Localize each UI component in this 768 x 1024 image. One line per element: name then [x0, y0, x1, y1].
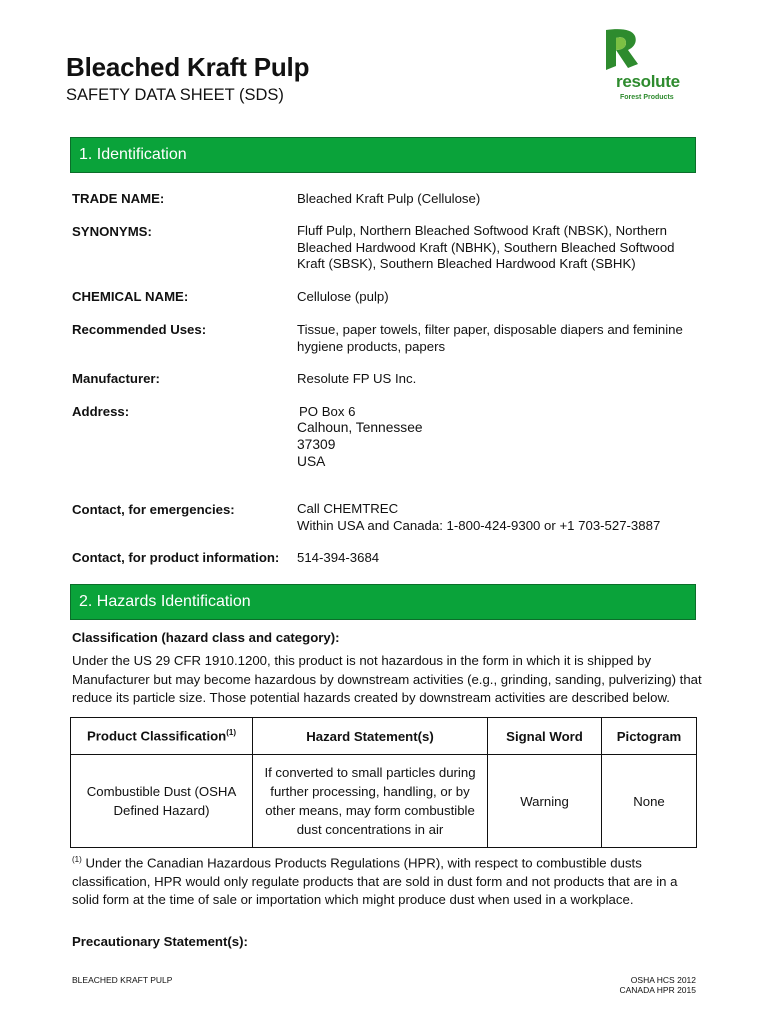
field-value: Cellulose (pulp)	[297, 289, 389, 304]
field-label: TRADE NAME:	[72, 191, 165, 206]
document-title: Bleached Kraft Pulp	[66, 52, 310, 82]
emergency-line: Within USA and Canada: 1-800-424-9300 or +1 703-527-3887	[297, 518, 661, 533]
emergency-line: Call CHEMTREC	[297, 501, 399, 516]
field-label: Contact, for emergencies:	[72, 502, 235, 517]
table-header-row	[71, 718, 697, 755]
logo-wordmark: resolute	[616, 72, 680, 91]
footnote-text: Under the Canadian Hazardous Products Regulations (HPR), with respect to combustible dusts classification, HPR would only regulate products that are sold in dust form and not products that are in a solid form at the time of sale or importation which might produce dust when used in a workplace.	[72, 855, 678, 908]
hazard-table	[70, 717, 697, 848]
address-line: Calhoun, Tennessee	[297, 420, 423, 435]
table-header: Hazard Statement(s)	[253, 718, 488, 755]
field-label: Contact, for product information:	[72, 550, 280, 565]
field-label: SYNONYMS:	[72, 224, 152, 239]
footer-right-line2: CANADA HPR 2015	[619, 985, 696, 995]
section-hazards-header: 2. Hazards Identification	[70, 584, 696, 620]
field-value: Tissue, paper towels, filter paper, disposable diapers and feminine hygiene products, papers	[297, 322, 683, 354]
field-value: 514-394-3684	[297, 550, 380, 565]
resolute-r-mark-icon	[602, 28, 642, 72]
table-header: Signal Word	[488, 718, 602, 755]
address-line: PO Box 6	[299, 404, 356, 419]
table-cell: If converted to small particles during further processing, handling, or by other means, may form combustible dust concentrations in air	[253, 755, 488, 848]
footnote-ref: (1)	[226, 728, 236, 738]
field-label: Address:	[72, 404, 130, 419]
document-subtitle: SAFETY DATA SHEET (SDS)	[66, 86, 284, 104]
hpr-footnote	[72, 851, 697, 910]
table-cell: Combustible Dust (OSHA Defined Hazard)	[71, 755, 253, 848]
logo-subtext: Forest Products	[620, 94, 674, 101]
section-identification-header: 1. Identification	[70, 137, 696, 173]
footer-right-line1: OSHA HCS 2012	[630, 975, 696, 985]
field-label: Manufacturer:	[72, 371, 160, 386]
table-header: Pictogram	[602, 718, 697, 755]
field-label: CHEMICAL NAME:	[72, 289, 189, 304]
resolute-logo	[600, 28, 696, 106]
table-header-text: Product Classification	[86, 728, 227, 744]
address-line: USA	[297, 454, 326, 469]
precautionary-label: Precautionary Statement(s):	[72, 934, 248, 949]
field-value: Bleached Kraft Pulp (Cellulose)	[297, 191, 481, 206]
hazard-intro-paragraph: Under the US 29 CFR 1910.1200, this product is not hazardous in the form in which it is shipped by Manufacturer but may become hazardous by downstream activities (e.g., grinding, sanding, pulverizing) that reduce its particle size. Those potential hazards created by downstream activities are described below.	[72, 653, 702, 705]
field-label: Recommended Uses:	[72, 322, 207, 337]
table-cell: None	[602, 755, 697, 848]
footer-left: BLEACHED KRAFT PULP	[72, 975, 173, 985]
table-row	[71, 755, 697, 848]
field-value: Resolute FP US Inc.	[297, 371, 417, 386]
table-header	[71, 718, 253, 755]
address-line: 37309	[297, 437, 336, 452]
table-cell: Warning	[488, 755, 602, 848]
footnote-mark: (1)	[72, 855, 82, 864]
classification-label: Classification (hazard class and category):	[72, 630, 340, 645]
field-value: Fluff Pulp, Northern Bleached Softwood Kraft (NBSK), Northern Bleached Hardwood Kraft (NBHK), Southern Bleached Softwood Kraft (SBSK), Southern Bleached Hardwood Kraft (SBHK)	[297, 223, 675, 272]
